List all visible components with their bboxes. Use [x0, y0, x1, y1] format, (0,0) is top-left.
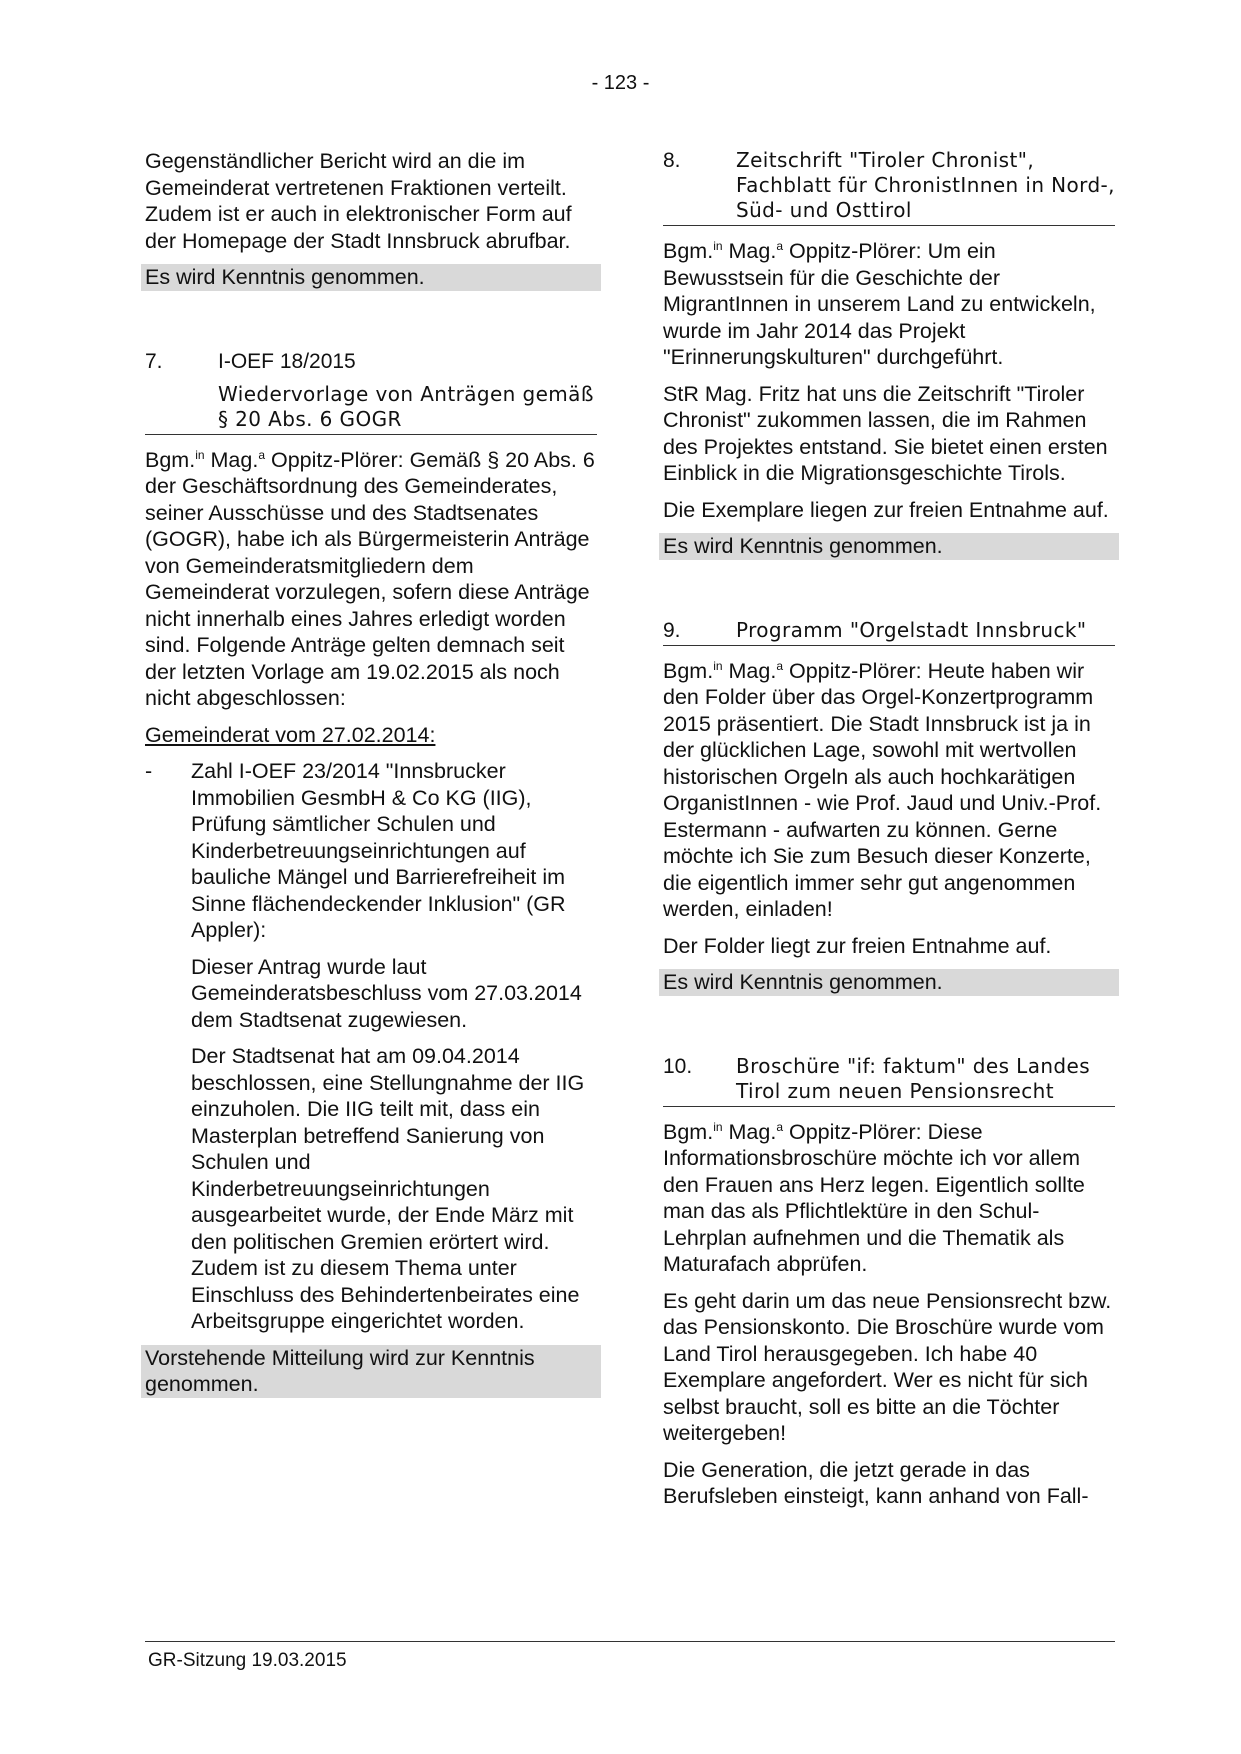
item-9-heading — [663, 618, 1115, 646]
item-10-heading — [663, 1054, 1115, 1107]
paragraph: Es geht darin um das neue Pensionsrecht bzw. das Pensionskonto. Die Broschüre wurde vom Land Tirol herausgegeben. Ich habe 40 Exemplare angefordert. Wer es nicht für sich selbst braucht, soll es bitte an die Töchter weitergeben! — [663, 1288, 1112, 1445]
paragraph: Der Folder liegt zur freien Entnahme auf. — [663, 933, 1052, 958]
item-7-heading — [145, 349, 597, 376]
footer-text: GR-Sitzung 19.03.2015 — [148, 1650, 347, 1671]
speaker-sup: in — [713, 239, 723, 253]
left-column — [145, 148, 597, 1408]
statement-text: Oppitz-Plörer: Heute haben wir den Folder über das Orgel-Konzertprogramm 2015 präsentiert. Die Stadt Innsbruck ist ja in der glücklichen Lage, sowohl mit wertvollen historischen Orgeln als auch hochkarätigen OrganistInnen - wie Prof. Jaud und Univ.-Prof. Estermann - aufwarten zu können. Gerne möchte ich Sie zum Besuch dieser Konzerte, die eigentlich immer sehr gut angenommen werden, einladen! — [663, 658, 1102, 921]
paragraph: StR Mag. Fritz hat uns die Zeitschrift "Tiroler Chronist" zukommen lassen, die im Rahmen des Projektes entstand. Sie bietet einen ersten Einblick in die Migrationsgeschichte Tirols. — [663, 381, 1108, 485]
item-title: Programm "Orgelstadt Innsbruck" — [736, 617, 1087, 642]
notice-box: Vorstehende Mitteilung wird zur Kenntnis genommen. — [141, 1345, 601, 1398]
footer-divider — [145, 1641, 1115, 1642]
item-8-statement — [663, 238, 1115, 371]
speaker: Bgm. — [145, 447, 196, 472]
speaker: Bgm. — [663, 1119, 714, 1144]
council-date-heading: Gemeinderat vom 27.02.2014: — [145, 722, 436, 747]
notice-box: Es wird Kenntnis genommen. — [659, 969, 1119, 996]
item-number: 9. — [663, 618, 681, 642]
paragraph: Die Exemplare liegen zur freien Entnahme auf. — [663, 497, 1109, 522]
speaker-sup: in — [713, 1119, 723, 1134]
item-number: 10. — [663, 1054, 693, 1078]
list-item-paragraph: Dieser Antrag wurde laut Gemeinderatsbeschluss vom 27.03.2014 dem Stadtsenat zugewiesen. — [191, 954, 582, 1032]
statement-text: Oppitz-Plörer: Diese Informationsbroschüre möchte ich vor allem den Frauen ans Herz legen. Eigentlich sollte man das als Pflichtlektüre in den Schul-Lehrplan aufnehmen und die Thematik als Maturafach abprüfen. — [663, 1119, 1085, 1276]
speaker-sup: in — [713, 658, 723, 673]
item-title: Wiedervorlage von Anträgen gemäß § 20 Abs. 6 GOGR — [218, 381, 594, 431]
item-10-statement — [663, 1119, 1115, 1278]
speaker-title: Mag. — [204, 447, 259, 472]
speaker: Bgm. — [663, 658, 714, 683]
page-number: - 123 - — [591, 72, 650, 94]
list-item-paragraph: Der Stadtsenat hat am 09.04.2014 beschlossen, eine Stellungnahme der IIG einzuholen. Die IIG teilt mit, dass ein Masterplan betreffend Sanierung von Schulen und Kinderbetreuungseinrichtungen ausgearbeitet wurde, der Ende März mit den politischen Gremien erörtert wird. Zudem ist zu diesem Thema unter Einschluss des Behindertenbeirates eine Arbeitsgruppe eingerichtet worden. — [191, 1044, 585, 1333]
speaker-title: Mag. — [722, 658, 777, 683]
notice-box: Es wird Kenntnis genommen. — [659, 533, 1119, 560]
item-7-statement — [145, 447, 597, 712]
item-7-title — [145, 382, 597, 435]
intro-paragraph: Gegenständlicher Bericht wird an die im Gemeinderat vertretenen Fraktionen verteilt. Zudem ist er auch in elektronischer Form auf der Homepage der Stadt Innsbruck abrufbar. — [145, 149, 572, 253]
item-title: Broschüre "if: faktum" des Landes Tirol zum neuen Pensionsrecht — [736, 1053, 1091, 1103]
item-title: Zeitschrift "Tiroler Chronist", Fachblatt für ChronistInnen in Nord-, Süd- und Osttirol — [736, 148, 1115, 222]
speaker-sup: a — [776, 239, 783, 253]
speaker-title: Mag. — [722, 1119, 777, 1144]
right-column — [663, 148, 1115, 1520]
speaker-title: Mag. — [722, 239, 777, 263]
statement-text: Oppitz-Plörer: Um ein Bewusstsein für die Geschichte der MigrantInnen in unserem Land zu entwickeln, wurde im Jahr 2014 das Projekt "Erinnerungskulturen" durchgeführt. — [663, 239, 1096, 369]
dash-bullet: - — [145, 759, 153, 783]
speaker-sup: in — [195, 447, 205, 462]
item-9-statement — [663, 658, 1115, 923]
speaker-sup: a — [258, 447, 265, 462]
speaker-sup: a — [776, 1119, 783, 1134]
item-8-heading — [663, 148, 1115, 226]
item-code: I-OEF 18/2015 — [218, 349, 356, 373]
notice-box: Es wird Kenntnis genommen. — [141, 264, 601, 291]
list-item — [145, 758, 597, 944]
speaker: Bgm. — [663, 239, 714, 263]
paragraph: Die Generation, die jetzt gerade in das Berufsleben einsteigt, kann anhand von Fall- — [663, 1457, 1089, 1508]
speaker-sup: a — [776, 658, 783, 673]
list-item-text: Zahl I-OEF 23/2014 "Innsbrucker Immobilien GesmbH & Co KG (IIG), Prüfung sämtlicher Schulen und Kinderbetreuungseinrichtungen auf bauliche Mängel und Barrierefreiheit im Sinne flächendeckender Inklusion" (GR Appler): — [191, 759, 566, 942]
item-number: 8. — [663, 149, 681, 172]
item-number: 7. — [145, 349, 163, 373]
statement-text: Oppitz-Plörer: Gemäß § 20 Abs. 6 der Geschäftsordnung des Gemeinderates, seiner Ausschüsse und des Stadtsenates (GOGR), habe ich als Bürgermeisterin Anträge von Gemeinderatsmitgliedern dem Gemeinderat vorzulegen, sofern diese Anträge nicht innerhalb eines Jahres erledigt worden sind. Folgende Anträge gelten demnach seit der letzten Vorlage am 19.02.2015 als noch nicht abgeschlossen: — [145, 447, 595, 710]
